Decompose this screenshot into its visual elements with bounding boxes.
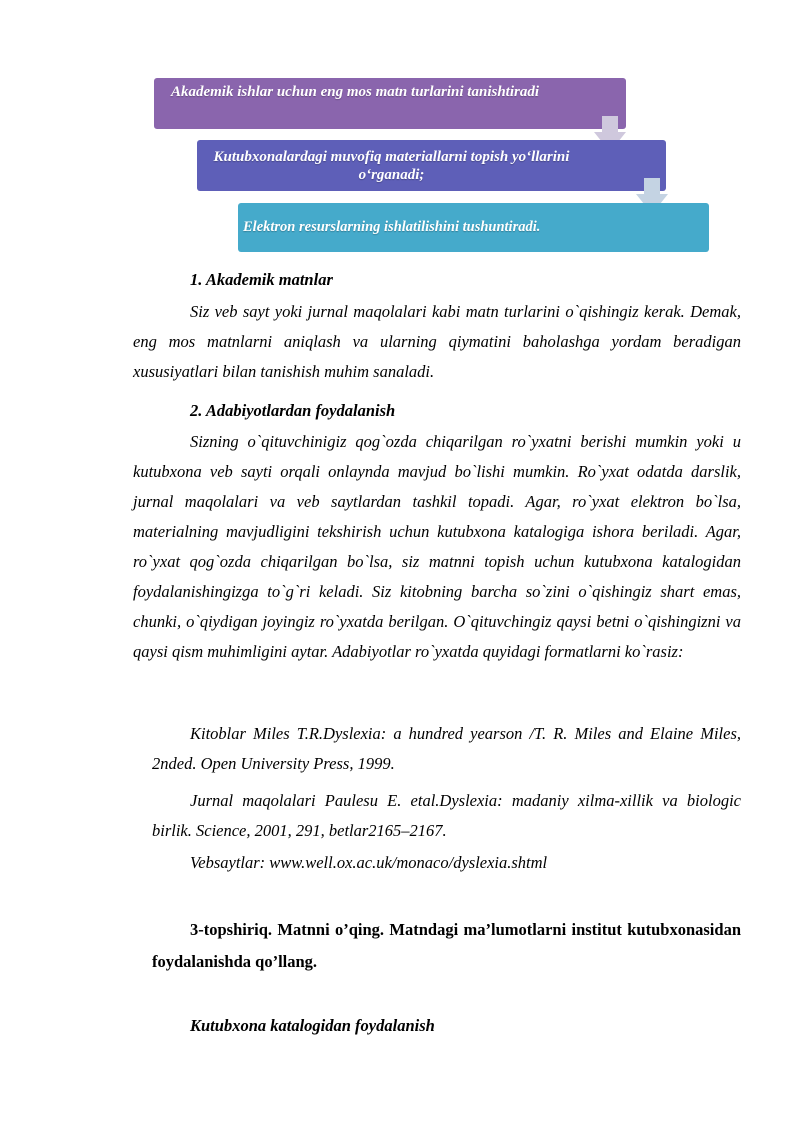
diagram-step-3: Elektron resurslarning ishlatilishini tushuntiradi.: [238, 203, 709, 252]
reference-website: Vebsaytlar: www.well.ox.ac.uk/monaco/dyslexia.shtml: [190, 853, 548, 872]
reference-book: Kitoblar Miles T.R.Dyslexia: a hundred yearson /T. R. Miles and Elaine Miles, 2nded. Open University Press, 1999.: [152, 724, 741, 773]
section-1-paragraph: Siz veb sayt yoki jurnal maqolalari kabi matn turlarini o`qishingiz kerak. Demak, eng mos matnlarni aniqlash va ularning qiymatini baholashga yordam beradigan xususiyatlari bilan tanishish muhim sanaladi.: [133, 302, 741, 381]
section-2-heading: 2. Adabiyotlardan foydalanish: [190, 401, 396, 420]
task-3-text: 3-topshiriq. Matnni o’qing. Matndagi ma’lumotlarni institut kutubxonasidan foydalanishda qo’llang.: [152, 920, 741, 971]
reference-journal: Jurnal maqolalari Paulesu E. etal.Dyslexia: madaniy xilma-xillik va biologic birlik. Science, 2001, 291, betlar2165–2167.: [152, 791, 741, 840]
section-2-paragraph: Sizning o`qituvchinigiz qog`ozda chiqarilgan ro`yxatni berishi mumkin yoki u kutubxona veb sayti orqali onlaynda mavjud bo`lishi mumkin. Ro`yxat odatda darslik, jurnal maqolalari va veb saytlardan tashkil topadi. Agar, ro`yxat elektron bo`lsa, materialning mavjudligini tekshirish uchun kutubxona katalogiga ishora beriladi. Agar, ro`yxat qog`ozda chiqarilgan bo`lsa, siz matnni topish uchun kutubxona katalogidan foydalanishingizga to`g`ri keladi. Siz kitobning barcha so`zini o`qishingiz shart emas, chunki, o`qiydigan joyingiz ro`yxatda berilgan. O`qituvchingiz qaysi betni o`qishingizni va qaysi qism muhimligini aytar. Adabiyotlar ro`yxatda quyidagi formatlarni ko`rasiz:: [133, 432, 741, 661]
diagram-step-1: Akademik ishlar uchun eng mos matn turlarini tanishtiradi: [154, 78, 626, 129]
diagram-step-2: Kutubxonalardagi muvofiq materiallarni topish yo‘llarini o‘rganadi;: [197, 140, 666, 191]
section-3-heading: Kutubxona katalogidan foydalanish: [190, 1016, 435, 1035]
section-1-heading: 1. Akademik matnlar: [190, 270, 333, 289]
